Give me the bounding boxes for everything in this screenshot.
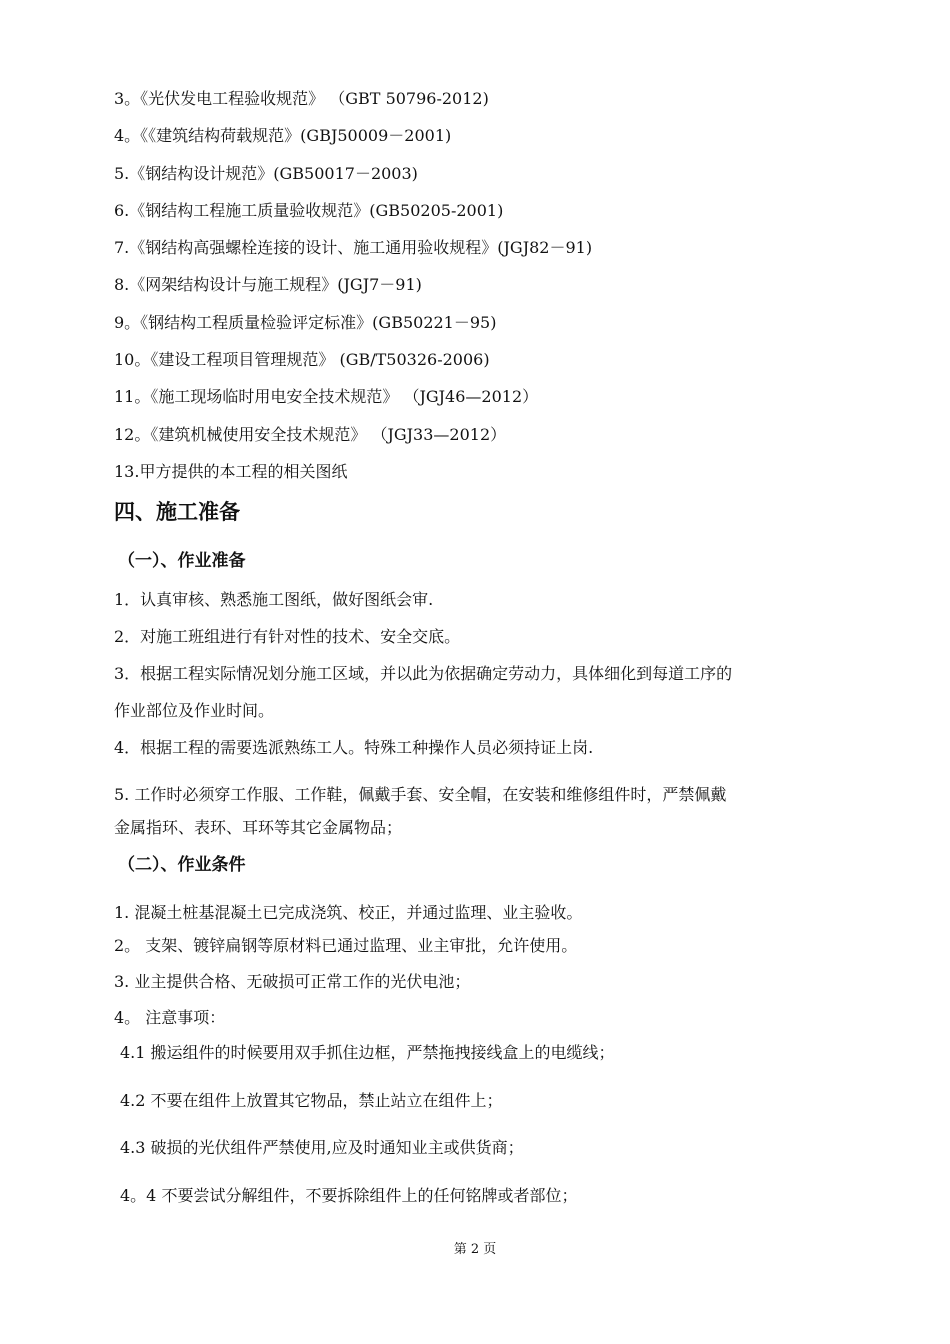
prep-item: 金属指环、表环、耳环等其它金属物品； xyxy=(114,818,403,837)
reference-item: 5.《钢结构设计规范》(GB50017－2003) xyxy=(114,164,418,183)
condition-item: 4。 注意事项： xyxy=(114,1008,226,1027)
condition-item: 1. 混凝土桩基混凝土已完成浇筑、校正，并通过监理、业主验收。 xyxy=(114,903,583,922)
reference-item: 8.《网架结构设计与施工规程》(JGJ7－91) xyxy=(114,275,422,294)
prep-item: 3．根据工程实际情况划分施工区域，并以此为依据确定劳动力，具体细化到每道工序的 xyxy=(114,664,733,683)
condition-item: 4。4 不要尝试分解组件，不要拆除组件上的任何铭牌或者部位； xyxy=(120,1186,578,1205)
prep-title: （一）、作业准备 xyxy=(118,551,246,571)
page-number: 第 2 页 xyxy=(453,1242,497,1257)
reference-item: 6.《钢结构工程施工质量验收规范》(GB50205-2001) xyxy=(114,201,504,220)
section-title: 四、施工准备 xyxy=(114,500,240,524)
reference-item: 4。《《建筑结构荷载规范》(GBJ50009－2001) xyxy=(114,126,452,145)
condition-item: 3. 业主提供合格、无破损可正常工作的光伏电池； xyxy=(114,972,471,991)
prep-item: 4．根据工程的需要选派熟练工人。特殊工种操作人员必须持证上岗. xyxy=(114,738,594,757)
reference-item: 12。《建筑机械使用安全技术规范》 （JGJ33—2012） xyxy=(114,425,507,444)
prep-item: 2．对施工班组进行有针对性的技术、安全交底。 xyxy=(114,627,461,646)
reference-item: 11。《施工现场临时用电安全技术规范》 （JGJ46—2012） xyxy=(114,387,539,406)
reference-item: 9。《钢结构工程质量检验评定标准》(GB50221－95) xyxy=(114,313,497,332)
reference-item: 13.甲方提供的本工程的相关图纸 xyxy=(114,462,348,481)
condition-item: 4.2 不要在组件上放置其它物品，禁止站立在组件上； xyxy=(120,1091,503,1110)
reference-item: 10。《建设工程项目管理规范》 (GB/T50326-2006) xyxy=(114,350,490,369)
prep-item: 5. 工作时必须穿工作服、工作鞋，佩戴手套、安全帽，在安装和维修组件时，严禁佩戴 xyxy=(114,785,727,804)
condition-item: 4.3 破损的光伏组件严禁使用,应及时通知业主或供货商； xyxy=(120,1138,524,1157)
condition-item: 4.1 搬运组件的时候要用双手抓住边框，严禁拖拽接线盒上的电缆线； xyxy=(120,1043,615,1062)
reference-item: 3。《光伏发电工程验收规范》 （GBT 50796-2012) xyxy=(114,89,489,108)
condition-item: 2。 支架、镀锌扁钢等原材料已通过监理、业主审批，允许使用。 xyxy=(114,936,578,955)
reference-item: 7.《钢结构高强螺栓连接的设计、施工通用验收规程》(JGJ82－91) xyxy=(114,238,593,257)
conditions-title: （二）、作业条件 xyxy=(118,855,246,875)
prep-item: 作业部位及作业时间。 xyxy=(114,701,275,720)
prep-item: 1．认真审核、熟悉施工图纸，做好图纸会审. xyxy=(114,590,434,609)
